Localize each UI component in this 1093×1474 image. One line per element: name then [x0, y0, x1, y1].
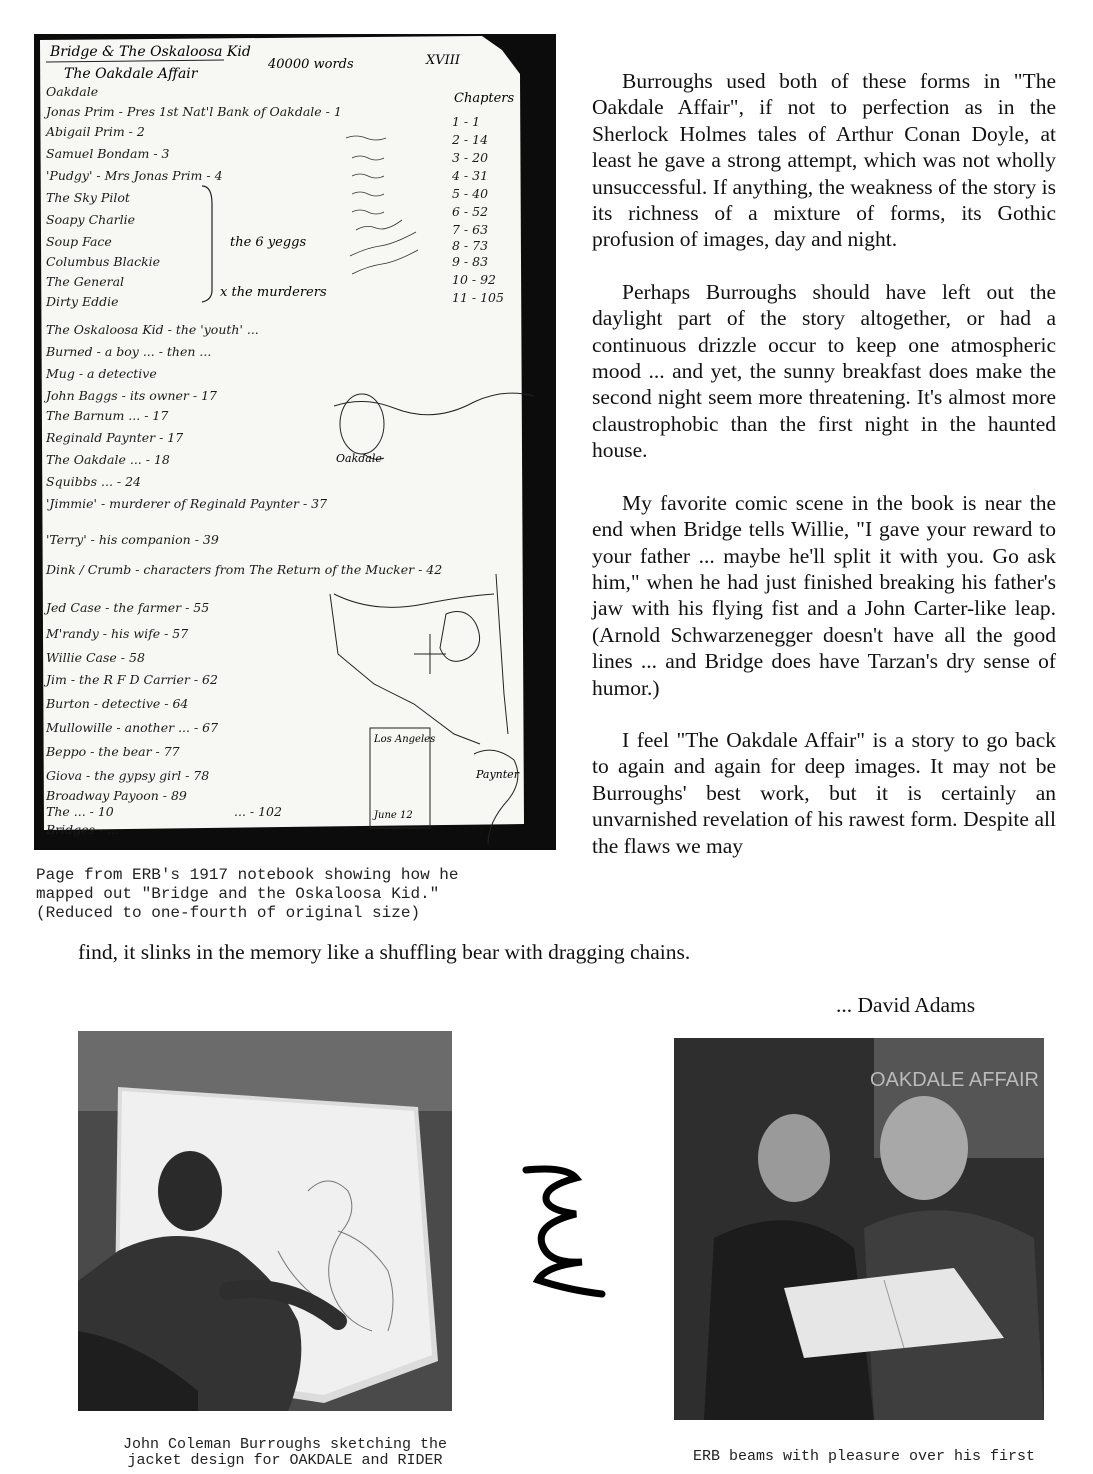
notebook-map-label: Paynter [476, 768, 519, 781]
notebook-line: Broadway Payoon - 89 [46, 788, 187, 803]
notebook-chapter: 9 - 83 [452, 254, 489, 269]
photo2-book-sign: OAKDALE AFFAIR [870, 1069, 1039, 1091]
photo1-caption: John Coleman Burroughs sketching the jacket design for OAKDALE and RIDER [122, 1436, 448, 1469]
notebook-line: Reginald Paynter - 17 [46, 430, 184, 445]
notebook-map-label: Los Angeles [374, 734, 436, 745]
notebook-line: Soapy Charlie [46, 212, 136, 227]
notebook-line: Beppo - the bear - 77 [46, 744, 180, 759]
notebook-line: Squibbs ... - 24 [46, 474, 142, 489]
notebook-map-label: June 12 [374, 810, 413, 821]
notebook-line: Mullowille - another ... - 67 [46, 720, 219, 735]
notebook-page-image [34, 34, 556, 850]
notebook-subtitle: The Oakdale Affair [64, 66, 198, 82]
notebook-line: The Sky Pilot [46, 190, 130, 205]
notebook-line: M'randy - his wife - 57 [46, 626, 189, 641]
notebook-chapter: 1 - 1 [452, 114, 481, 129]
paragraph: Burroughs used both of these forms in "The Oakdale Affair", if not to perfection as in the Sherlock Holmes tales of Arthur Conan Doyle, at least he gave a strong attempt, which was not wholly unsuccessful. If anything, the weakness of the story is its richness of a mixture of forms, its Gothic profusion of images, day and night. [592, 69, 1056, 252]
notebook-line: ... - 102 [234, 804, 282, 819]
notebook-map-label: Oakdale [336, 452, 382, 465]
notebook-chapter: 10 - 92 [452, 272, 496, 287]
notebook-chapter: 8 - 73 [452, 238, 489, 253]
notebook-line: Mug - a detective [46, 366, 157, 381]
notebook-line: Columbus Blackie [46, 254, 161, 269]
notebook-line: The Oskaloosa Kid - the 'youth' ... [46, 322, 259, 337]
notebook-chapter: 2 - 14 [452, 132, 489, 147]
notebook-line: Dirty Eddie [46, 294, 119, 309]
notebook-line: 'Terry' - his companion - 39 [46, 532, 219, 547]
notebook-bracket-label: x the murderers [220, 285, 327, 300]
article-column [592, 68, 1056, 859]
notebook-line: Burned - a boy ... - then ... [46, 344, 212, 359]
author-signature: ... David Adams [836, 993, 976, 1017]
notebook-line: Abigail Prim - 2 [46, 124, 145, 139]
notebook-line: Soup Face [46, 234, 112, 249]
paragraph-end: find, it slinks in the memory like a shuffling bear with dragging chains. [78, 940, 691, 964]
notebook-line: Jim - the R F D Carrier - 62 [46, 672, 218, 687]
notebook-chapter: 4 - 31 [452, 168, 489, 183]
notebook-caption: Page from ERB's 1917 notebook showing how he mapped out "Bridge and the Oskaloosa Kid." (Reduced to one-fourth of original size) [36, 866, 459, 922]
notebook-chapter: 5 - 40 [452, 186, 489, 201]
notebook-line: The Oakdale ... - 18 [46, 452, 170, 467]
notebook-line: Samuel Bondam - 3 [46, 146, 170, 161]
notebook-chapter: 3 - 20 [452, 150, 489, 165]
notebook-line: Burton - detective - 64 [46, 696, 189, 711]
notebook-line: Dink / Crumb - characters from The Return of the Mucker - 42 [46, 562, 443, 577]
notebook-chapter: 6 - 52 [452, 204, 489, 219]
notebook-line: Giova - the gypsy girl - 78 [46, 768, 210, 783]
photo-artist-sketching [78, 1031, 452, 1411]
notebook-title: Bridge & The Oskaloosa Kid [50, 44, 251, 60]
notebook-line: Oakdale [46, 84, 99, 99]
notebook-line: Bridges - ... [46, 822, 120, 837]
notebook-bracket-label: the 6 yeggs [230, 235, 307, 250]
notebook-line: 'Jimmie' - murderer of Reginald Paynter - 37 [46, 496, 328, 511]
paragraph: My favorite comic scene in the book is near the end when Bridge tells Willie, "I gave your reward to your father ... maybe he'll split it with you. Go ask him," when he had just finished breaking his father's jaw with his flying fist and a John Carter-like leap. (Arnold Schwarzenegger doesn't have all the good lines ... and Bridge does have Tarzan's dry sense of humor.) [592, 490, 1056, 700]
notebook-line: Jonas Prim - Pres 1st Nat'l Bank of Oakdale - 1 [46, 104, 342, 119]
notebook-line: John Baggs - its owner - 17 [46, 388, 217, 403]
ornament-swirl [506, 1160, 606, 1300]
photo2-caption: ERB beams with pleasure over his first [692, 1448, 1036, 1465]
notebook-line: The Barnum ... - 17 [46, 408, 169, 423]
notebook-chapter: 7 - 63 [452, 222, 489, 237]
notebook-roman-numeral: XVIII [426, 53, 461, 68]
notebook-line: The General [46, 274, 125, 289]
notebook-line: Jed Case - the farmer - 55 [46, 600, 210, 615]
notebook-line: The ... - 10 [46, 804, 114, 819]
notebook-chapter: 11 - 105 [452, 290, 504, 305]
photo-erb-with-son [674, 1038, 1044, 1420]
paragraph: Perhaps Burroughs should have left out the daylight part of the story altogether, or had a continuous drizzle occur to keep one atmospheric mood ... and yet, the sunny breakfast does make the second night seem more threatening. It's almost more claustrophobic than the first night in the haunted house. [592, 279, 1056, 463]
notebook-chapters-label: Chapters [454, 91, 515, 106]
notebook-word-count: 40000 words [268, 57, 354, 72]
notebook-line: Willie Case - 58 [46, 650, 145, 665]
paragraph: I feel "The Oakdale Affair" is a story to go back to again and again for deep images. It may not be Burroughs' best work, but it is certainly an unvarnished revelation of his rawest form. Despite all the flaws we may [592, 727, 1056, 858]
notebook-line: 'Pudgy' - Mrs Jonas Prim - 4 [46, 168, 223, 183]
